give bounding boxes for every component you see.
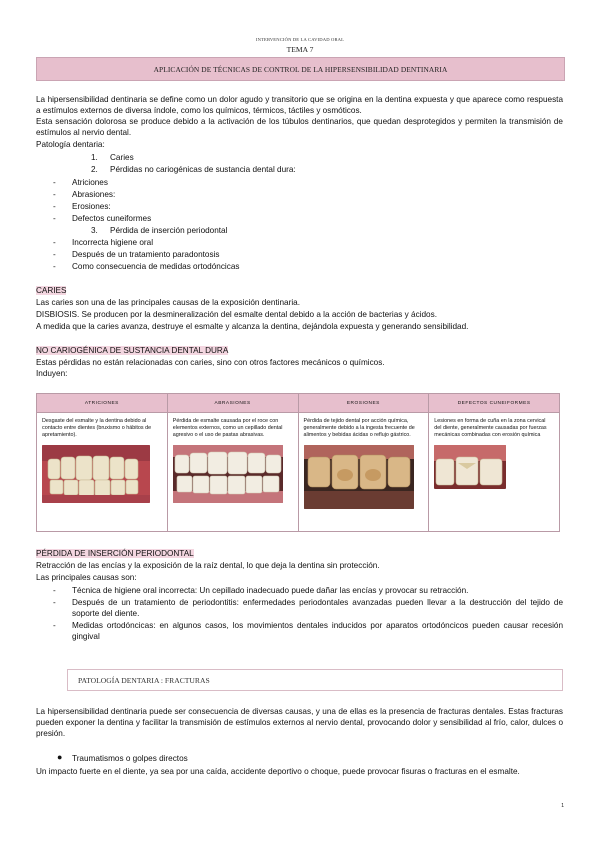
list-item: Incorrecta higiene oral xyxy=(72,238,154,247)
traumatismo-paragraph: Un impacto fuerte en el diente, ya sea por una caída, accidente deportivo o choque, puede provocar fisuras o fracturas en el esmalte. xyxy=(36,767,520,776)
list-item: Atriciones xyxy=(72,178,108,187)
table-cell-abrasiones xyxy=(167,413,298,532)
caries-paragraph-3: A medida que la caries avanza, destruye el esmalte y alcanza la dentina, dejándola expuesta y generando sensibilidad. xyxy=(36,322,469,331)
dash-marker: - xyxy=(53,202,56,211)
dash-marker: - xyxy=(53,250,56,259)
list-item-perdidas: Pérdidas no cariogénicas de sustancia dental dura: xyxy=(110,165,296,174)
loss-types-table xyxy=(36,393,560,532)
periodontal-paragraph-1: Retracción de las encías y la exposición de la raíz dental, lo que deja la dentina sin protección. xyxy=(36,561,380,570)
table-cell-defectos xyxy=(429,413,560,532)
caries-paragraph-2 xyxy=(36,309,563,320)
fracturas-paragraph: La hipersensibilidad dentinaria puede ser consecuencia de diversas causas, y una de ellas es la presencia de fracturas dentales. Estas fracturas pueden exponer la dentina y facilitar la transmisión de estímulos externos al nervio dental, provocando dolor y sensibilidad al frío, calor, dulces o presión. xyxy=(36,707,563,739)
dash-marker: - xyxy=(53,598,56,607)
periodontal-paragraph-2: Las principales causas son: xyxy=(36,573,137,582)
teeth-abrasion-photo xyxy=(173,445,283,503)
cell-text: Lesiones en forma de cuña en la zona cervical del diente, generalmente causadas por fuerzas mecánicas combinadas con erosión química xyxy=(434,418,547,439)
patologia-label: Patología dentaria: xyxy=(36,140,105,149)
list-number: 3. xyxy=(91,226,98,235)
periodontal-heading: PÉRDIDA DE INSERCIÓN PERIODONTAL xyxy=(36,549,194,558)
list-item: Erosiones: xyxy=(72,202,111,211)
tema-label: TEMA 7 xyxy=(286,45,314,54)
cause-item: Después de un tratamiento de periodontitis: enfermedades periodontales avanzadas pueden llevar a la destrucción del tejido de soporte del diente. xyxy=(72,598,563,619)
list-item-perdida-insercion: Pérdida de inserción periodontal xyxy=(110,226,228,235)
bullet-label: Traumatismos o golpes directos xyxy=(72,754,188,763)
dash-marker: - xyxy=(53,586,56,595)
dash-marker: - xyxy=(53,238,56,247)
list-item: Defectos cuneiformes xyxy=(72,214,152,223)
list-item: Después de un tratamiento paradontosis xyxy=(72,250,220,259)
running-header: INTERVENCIÓN DE LA CAVIDAD ORAL xyxy=(255,37,345,42)
chapter-banner: APLICACIÓN DE TÉCNICAS DE CONTROL DE LA HIPERSENSIBILIDAD DENTINARIA xyxy=(36,57,565,81)
list-number: 1. xyxy=(91,153,98,162)
disbiosis-text: . Se producen por la desmineralización del esmalte dental debido a la acción de bacterias y ácidos. xyxy=(76,310,437,319)
intro-paragraph-1: La hipersensibilidad dentinaria se define como un dolor agudo y transitorio que se origina en la dentina expuesta y que aparece como respuesta a estímulos externos de diversa índole, como los químicos, térmicos, táctiles y osmóticos. xyxy=(36,95,563,116)
dash-marker: - xyxy=(53,190,56,199)
cause-item: Medidas ortodóncicas: en algunos casos, los movimientos dentales inducidos por aparatos ortodóncicos pueden causar recesión gingival xyxy=(72,621,563,642)
table-header-erosiones: EROSIONES xyxy=(298,394,429,413)
cause-item: Técnica de higiene oral incorrecta: Un cepillado inadecuado puede dañar las encías y provocar su retracción. xyxy=(72,586,469,595)
fracturas-section-box: PATOLOGÍA DENTARIA : FRACTURAS xyxy=(67,669,563,691)
teeth-cuneiform-photo xyxy=(434,445,506,489)
dash-marker: - xyxy=(53,621,56,630)
no-cariogenica-heading: NO CARIOGÉNICA DE SUSTANCIA DENTAL DURA xyxy=(36,346,229,355)
dash-marker: - xyxy=(53,262,56,271)
caries-heading: CARIES xyxy=(36,286,67,295)
teeth-attrition-photo xyxy=(42,445,150,503)
cell-text: Pérdida de esmalte causada por el roce con elementos externos, como un cepillado dental agresivo o el uso de pastas abrasivas. xyxy=(172,418,283,439)
table-header-abrasiones: ABRASIONES xyxy=(167,394,298,413)
table-header-defectos: DEFECTOS CUNEIFORMES xyxy=(429,394,560,413)
cell-text: Desgaste del esmalte y la dentina debido al contacto entre dientes (bruxismo o hábitos de apretamiento). xyxy=(42,418,152,439)
list-number: 2. xyxy=(91,165,98,174)
caries-paragraph-1: Las caries son una de las principales causas de la exposición dentinaria. xyxy=(36,298,300,307)
no-cariogenica-paragraph: Estas pérdidas no están relacionadas con caries, sino con otros factores mecánicos o químicos. Induyen: xyxy=(36,358,385,379)
list-item: Como consecuencia de medidas ortodóncicas xyxy=(72,262,240,271)
table-cell-erosiones xyxy=(298,413,429,532)
disbiosis-label: DISBIOSIS xyxy=(36,310,77,319)
dash-marker: - xyxy=(53,214,56,223)
dash-marker: - xyxy=(53,178,56,187)
list-item-caries: Caries xyxy=(110,153,134,162)
cell-text: Pérdida de tejido dental por acción química, generalmente debido a la ingesta frecuente de alimentos y bebidas ácidas o reflujo gástrico. xyxy=(303,418,415,439)
bullet-icon: ● xyxy=(57,752,63,762)
teeth-erosion-photo xyxy=(304,445,414,509)
page-number: 1 xyxy=(561,803,564,809)
table-cell-atriciones xyxy=(37,413,168,532)
intro-paragraph-2: Esta sensación dolorosa se produce debido a la activación de los túbulos dentinarios, que quedan desprotegidos y permiten la transmisión de estímulos al nervio dental. xyxy=(36,117,563,138)
table-header-atriciones: ATRICIONES xyxy=(37,394,168,413)
list-item: Abrasiones: xyxy=(72,190,116,199)
